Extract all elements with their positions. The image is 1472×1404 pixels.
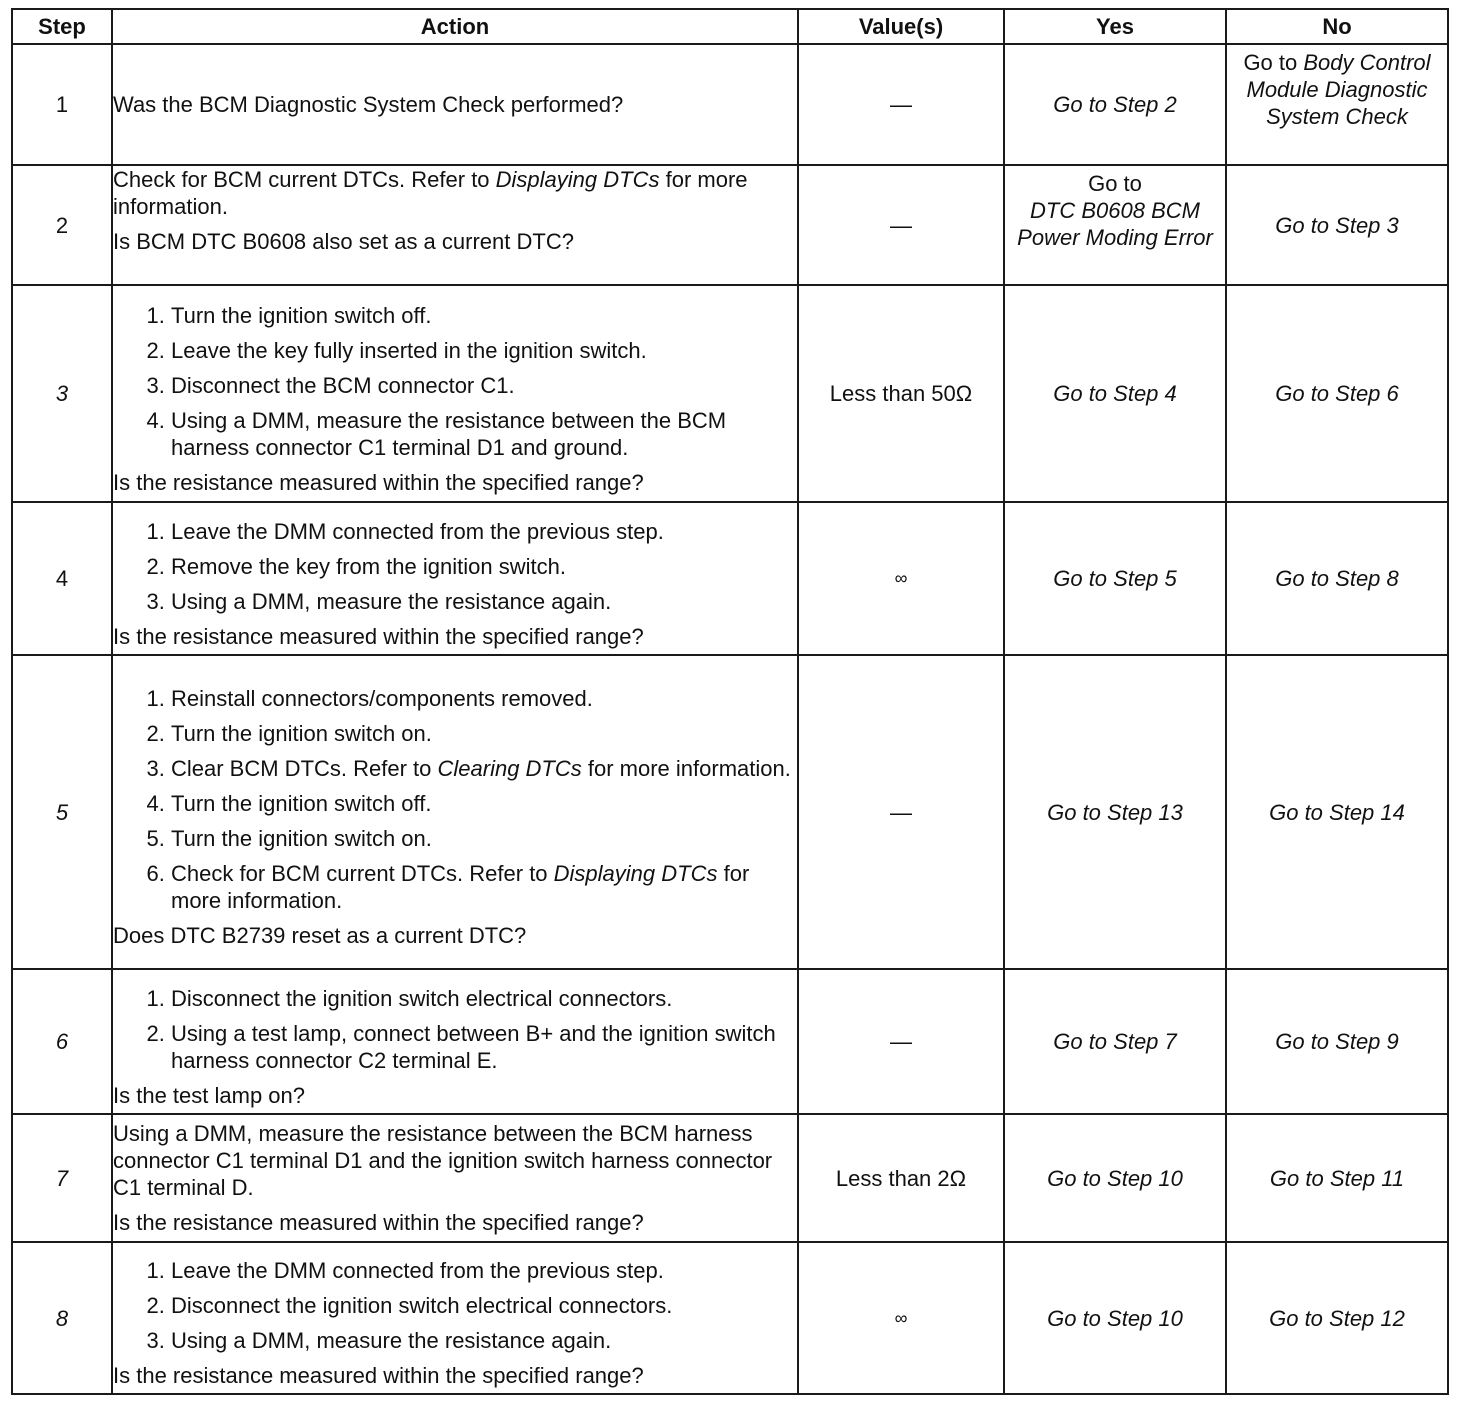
yes-cell [1004,165,1226,285]
question-text: Is BCM DTC B0608 also set as a current DTC? [113,229,574,254]
list-item: 1. Leave the DMM connected from the previous step. [171,1257,797,1284]
list-item: 1. Reinstall connectors/components removed. [171,685,797,712]
procedure-list [113,1257,797,1354]
step-number: 5 [12,655,112,969]
action-cell [112,1114,798,1242]
list-item: 4. Using a DMM, measure the resistance between the BCM harness connector C1 terminal D1 and ground. [171,407,797,461]
item-text-pre: Clear BCM DTCs. Refer to [171,756,438,781]
question-text: Is the resistance measured within the specified range? [113,1363,644,1388]
question-text: Is the resistance measured within the specified range? [113,623,644,649]
no-cell: Go to Step 3 [1226,165,1448,285]
header-yes: Yes [1004,9,1226,44]
action-cell [112,969,798,1114]
no-cell: Go to Step 9 [1226,969,1448,1114]
yes-cell: Go to Step 5 [1004,502,1226,655]
step-number: 8 [12,1242,112,1394]
table-row-step-4 [12,502,1448,655]
list-item: 2. Turn the ignition switch on. [171,720,797,747]
header-step: Step [12,9,112,44]
procedure-list [113,302,797,461]
no-cell: Go to Step 14 [1226,655,1448,969]
no-cell [1226,44,1448,165]
step-number: 1 [12,44,112,165]
yes-prefix: Go to [1088,171,1142,196]
diagnostic-table-page [11,8,1447,1395]
list-item: 2. Remove the key from the ignition switch. [171,553,797,580]
no-cell: Go to Step 11 [1226,1114,1448,1242]
yes-cell: Go to Step 7 [1004,969,1226,1114]
list-item [171,860,797,914]
no-cell: Go to Step 6 [1226,285,1448,502]
value-cell: — [798,969,1004,1114]
table-row-step-5 [12,655,1448,969]
step-number: 2 [12,165,112,285]
no-cell: Go to Step 12 [1226,1242,1448,1394]
list-item: 3. Using a DMM, measure the resistance again. [171,1327,797,1354]
step-number: 4 [12,502,112,655]
question-text: Is the resistance measured within the specified range? [113,469,644,495]
header-no: No [1226,9,1448,44]
step-number: 7 [12,1114,112,1242]
action-cell [112,165,798,285]
value-cell: — [798,165,1004,285]
item-text-post: for more information. [171,861,750,913]
step-number: 3 [12,285,112,502]
yes-cell: Go to Step 2 [1004,44,1226,165]
question-text: Does DTC B2739 reset as a current DTC? [113,923,527,948]
list-item: 1. Disconnect the ignition switch electrical connectors. [171,985,797,1012]
yes-cell: Go to Step 13 [1004,655,1226,969]
action-text [113,166,797,220]
action-text-post: for more information. [113,167,748,219]
list-item: 3. Disconnect the BCM connector C1. [171,372,797,399]
procedure-list [113,685,797,914]
yes-cell: Go to Step 4 [1004,285,1226,502]
list-item: 2. Leave the key fully inserted in the ignition switch. [171,337,797,364]
diagnostic-table [11,8,1449,1395]
list-item: 1. Turn the ignition switch off. [171,302,797,329]
table-row-step-6 [12,969,1448,1114]
action-cell [112,1242,798,1394]
table-row-step-3 [12,285,1448,502]
item-reference: Displaying DTCs [553,861,718,886]
table-row-step-1 [12,44,1448,165]
no-cell: Go to Step 8 [1226,502,1448,655]
list-item: 5. Turn the ignition switch on. [171,825,797,852]
no-reference: Body Control Module Diagnostic System Check [1246,50,1431,129]
list-item: 1. Leave the DMM connected from the previous step. [171,518,797,545]
table-header-row [12,9,1448,44]
action-cell [112,44,798,165]
yes-cell: Go to Step 10 [1004,1242,1226,1394]
question-text: Is the test lamp on? [113,1082,305,1108]
value-cell: Less than 50Ω [798,285,1004,502]
procedure-list [113,518,797,615]
value-cell: — [798,44,1004,165]
item-text-pre: Check for BCM current DTCs. Refer to [171,861,554,886]
item-reference: Clearing DTCs [437,756,582,781]
yes-reference: DTC B0608 BCM Power Moding Error [1017,198,1213,250]
list-item: 4. Turn the ignition switch off. [171,790,797,817]
list-item: 2. Using a test lamp, connect between B+ and the ignition switch harness connector C2 terminal E. [171,1020,797,1074]
list-item [171,755,797,782]
table-row-step-2 [12,165,1448,285]
item-text-post: for more information. [581,756,791,781]
list-item: 2. Disconnect the ignition switch electrical connectors. [171,1292,797,1319]
action-cell [112,502,798,655]
question-text: Is the resistance measured within the specified range? [113,1210,644,1235]
table-row-step-8 [12,1242,1448,1394]
value-cell: Less than 2Ω [798,1114,1004,1242]
action-cell [112,655,798,969]
action-text: Was the BCM Diagnostic System Check performed? [113,92,624,117]
no-prefix: Go to [1243,50,1304,75]
value-cell: ∞ [798,1242,1004,1394]
action-text-pre: Check for BCM current DTCs. Refer to [113,167,496,192]
yes-cell: Go to Step 10 [1004,1114,1226,1242]
header-action: Action [112,9,798,44]
procedure-list [113,985,797,1074]
list-item: 3. Using a DMM, measure the resistance again. [171,588,797,615]
action-reference: Displaying DTCs [495,167,660,192]
value-cell: — [798,655,1004,969]
value-cell: ∞ [798,502,1004,655]
step-number: 6 [12,969,112,1114]
action-cell [112,285,798,502]
action-text: Using a DMM, measure the resistance between the BCM harness connector C1 terminal D1 and the ignition switch harness connector C1 terminal D. [113,1121,773,1200]
table-row-step-7 [12,1114,1448,1242]
header-values: Value(s) [798,9,1004,44]
